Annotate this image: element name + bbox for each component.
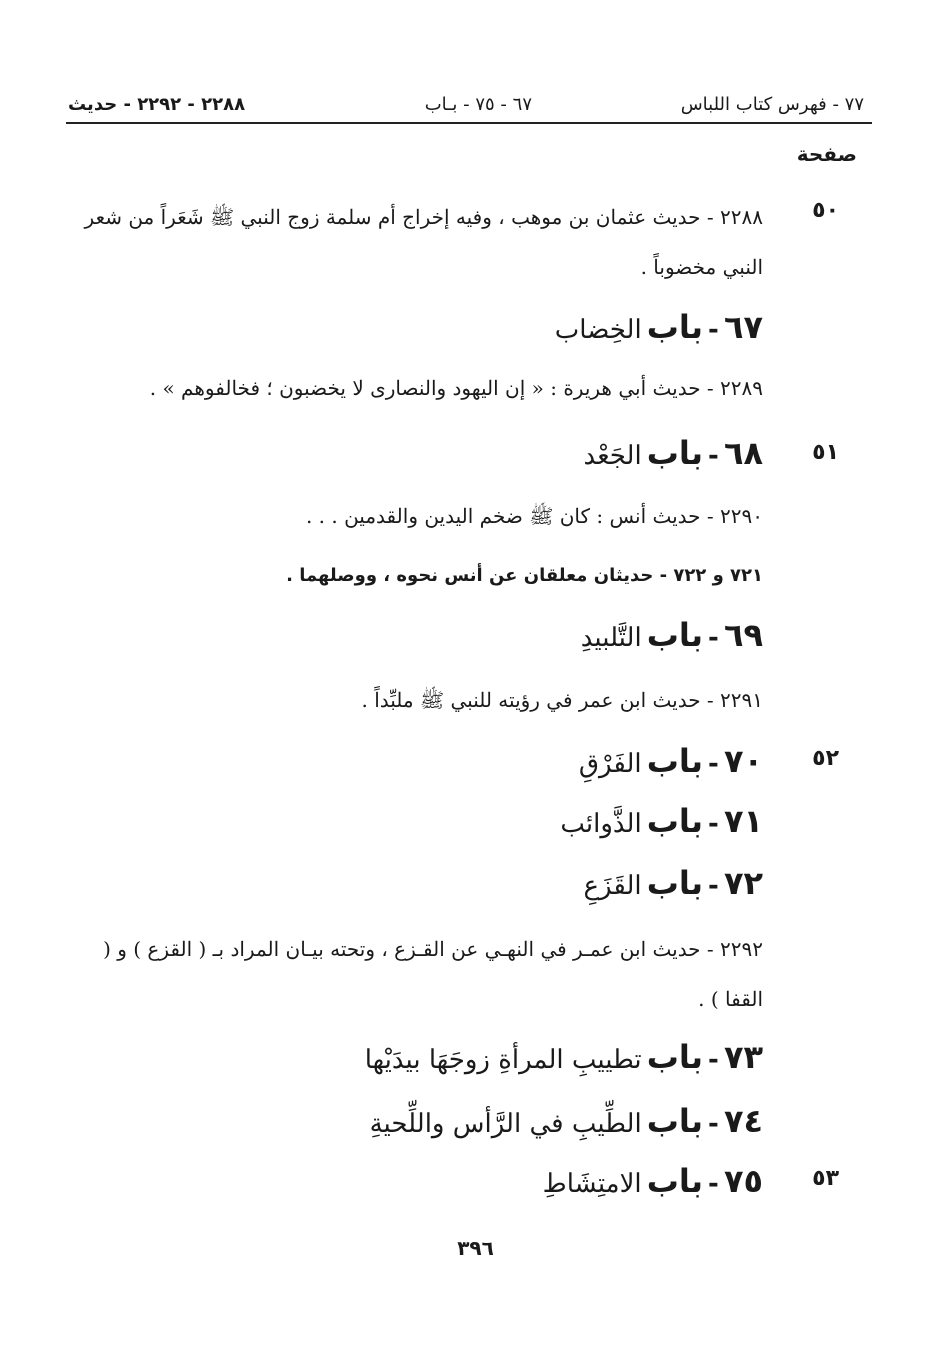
chapter-separator: - — [708, 1169, 719, 1199]
chapter-bab: باب — [646, 1038, 703, 1076]
chapter-heading — [584, 428, 763, 484]
header-chapter-range: ٦٧ - ٧٥ - بـاب — [424, 94, 532, 115]
chapter-separator: - — [708, 441, 719, 471]
hadith-entry: ٢٢٨٩ - حديث أبي هريرة : « إن اليهود والنصارى لا يخضبون ؛ فخالفوهم » . — [149, 376, 763, 400]
header-hadith-range: ٢٢٨٨ - ٢٢٩٢ - حديث — [68, 94, 246, 115]
hadith-entry: ٢٢٩٠ - حديث أنس : كان ﷺ ضخم اليدين والقدمين . . . — [305, 504, 763, 528]
page-number-footer: ٣٩٦ — [457, 1236, 494, 1260]
chapter-heading — [555, 302, 763, 358]
running-header — [66, 88, 872, 124]
hadith-entry: ٧٢١ و ٧٢٢ - حديثان معلقان عن أنس نحوه ، ووصلهما . — [286, 565, 763, 586]
chapter-separator: - — [708, 315, 719, 345]
page-ref: ٥٣ — [812, 1166, 839, 1191]
chapter-number: ٧٣ — [723, 1038, 763, 1076]
chapter-bab: باب — [646, 742, 703, 780]
chapter-heading — [365, 1032, 763, 1088]
chapter-title: تطييبِ المرأةِ زوجَهَا بيدَيْها — [364, 1045, 642, 1075]
chapter-bab: باب — [646, 802, 703, 840]
chapter-bab: باب — [646, 1162, 703, 1200]
page-ref: ٥٢ — [812, 746, 839, 771]
chapter-title: القَزَعِ — [583, 871, 642, 901]
page-ref: ٥٠ — [812, 198, 839, 223]
chapter-separator: - — [708, 749, 719, 779]
chapter-number: ٧١ — [723, 802, 763, 840]
header-book-title: ٧٧ - فهرس كتاب اللباس — [680, 94, 864, 115]
chapter-number: ٧٤ — [723, 1102, 763, 1140]
chapter-title: الذَّوائب — [560, 809, 642, 839]
chapter-bab: باب — [646, 308, 703, 346]
chapter-bab: باب — [646, 864, 703, 902]
page-column-label: صفحة — [796, 142, 857, 166]
chapter-heading — [581, 610, 763, 666]
page-ref: ٥١ — [812, 440, 839, 465]
chapter-number: ٦٧ — [723, 308, 763, 346]
hadith-entry: ٢٢٨٨ - حديث عثمان بن موهب ، وفيه إخراج أم سلمة زوج النبي ﷺ شَعَراً من شعر النبي مخضوباً . — [84, 205, 763, 279]
chapter-heading — [579, 736, 763, 792]
chapter-separator: - — [708, 1109, 719, 1139]
chapter-separator: - — [708, 623, 719, 653]
chapter-heading — [543, 1156, 763, 1212]
hadith-entry: ٢٢٩٢ - حديث ابن عمـر في النهـي عن القـزع ، وتحته بيـان المراد بـ ( القزع ) و ( القفا ) . — [103, 937, 763, 1011]
chapter-title: التَّلبيدِ — [580, 623, 642, 653]
chapter-title: الخِضاب — [554, 315, 642, 345]
chapter-title: الجَعْد — [583, 441, 642, 471]
chapter-number: ٧٢ — [723, 864, 763, 902]
chapter-title: الفَرْقِ — [578, 749, 642, 779]
chapter-bab: باب — [646, 434, 703, 472]
chapter-heading — [560, 796, 763, 852]
chapter-bab: باب — [646, 616, 703, 654]
chapter-heading — [584, 858, 764, 914]
chapter-heading — [370, 1096, 763, 1152]
chapter-title: الامتِشَاطِ — [542, 1169, 642, 1199]
chapter-separator: - — [708, 809, 719, 839]
chapter-number: ٧٠ — [723, 742, 763, 780]
hadith-entry: ٢٢٩١ - حديث ابن عمر في رؤيته للنبي ﷺ ملبِّداً . — [361, 688, 763, 712]
chapter-bab: باب — [646, 1102, 703, 1140]
chapter-separator: - — [708, 1045, 719, 1075]
chapter-number: ٦٨ — [723, 434, 763, 472]
chapter-title: الطِّيبِ في الرَّأس واللِّحيةِ — [369, 1109, 642, 1139]
chapter-number: ٦٩ — [723, 616, 763, 654]
chapter-separator: - — [708, 871, 719, 901]
chapter-number: ٧٥ — [723, 1162, 763, 1200]
